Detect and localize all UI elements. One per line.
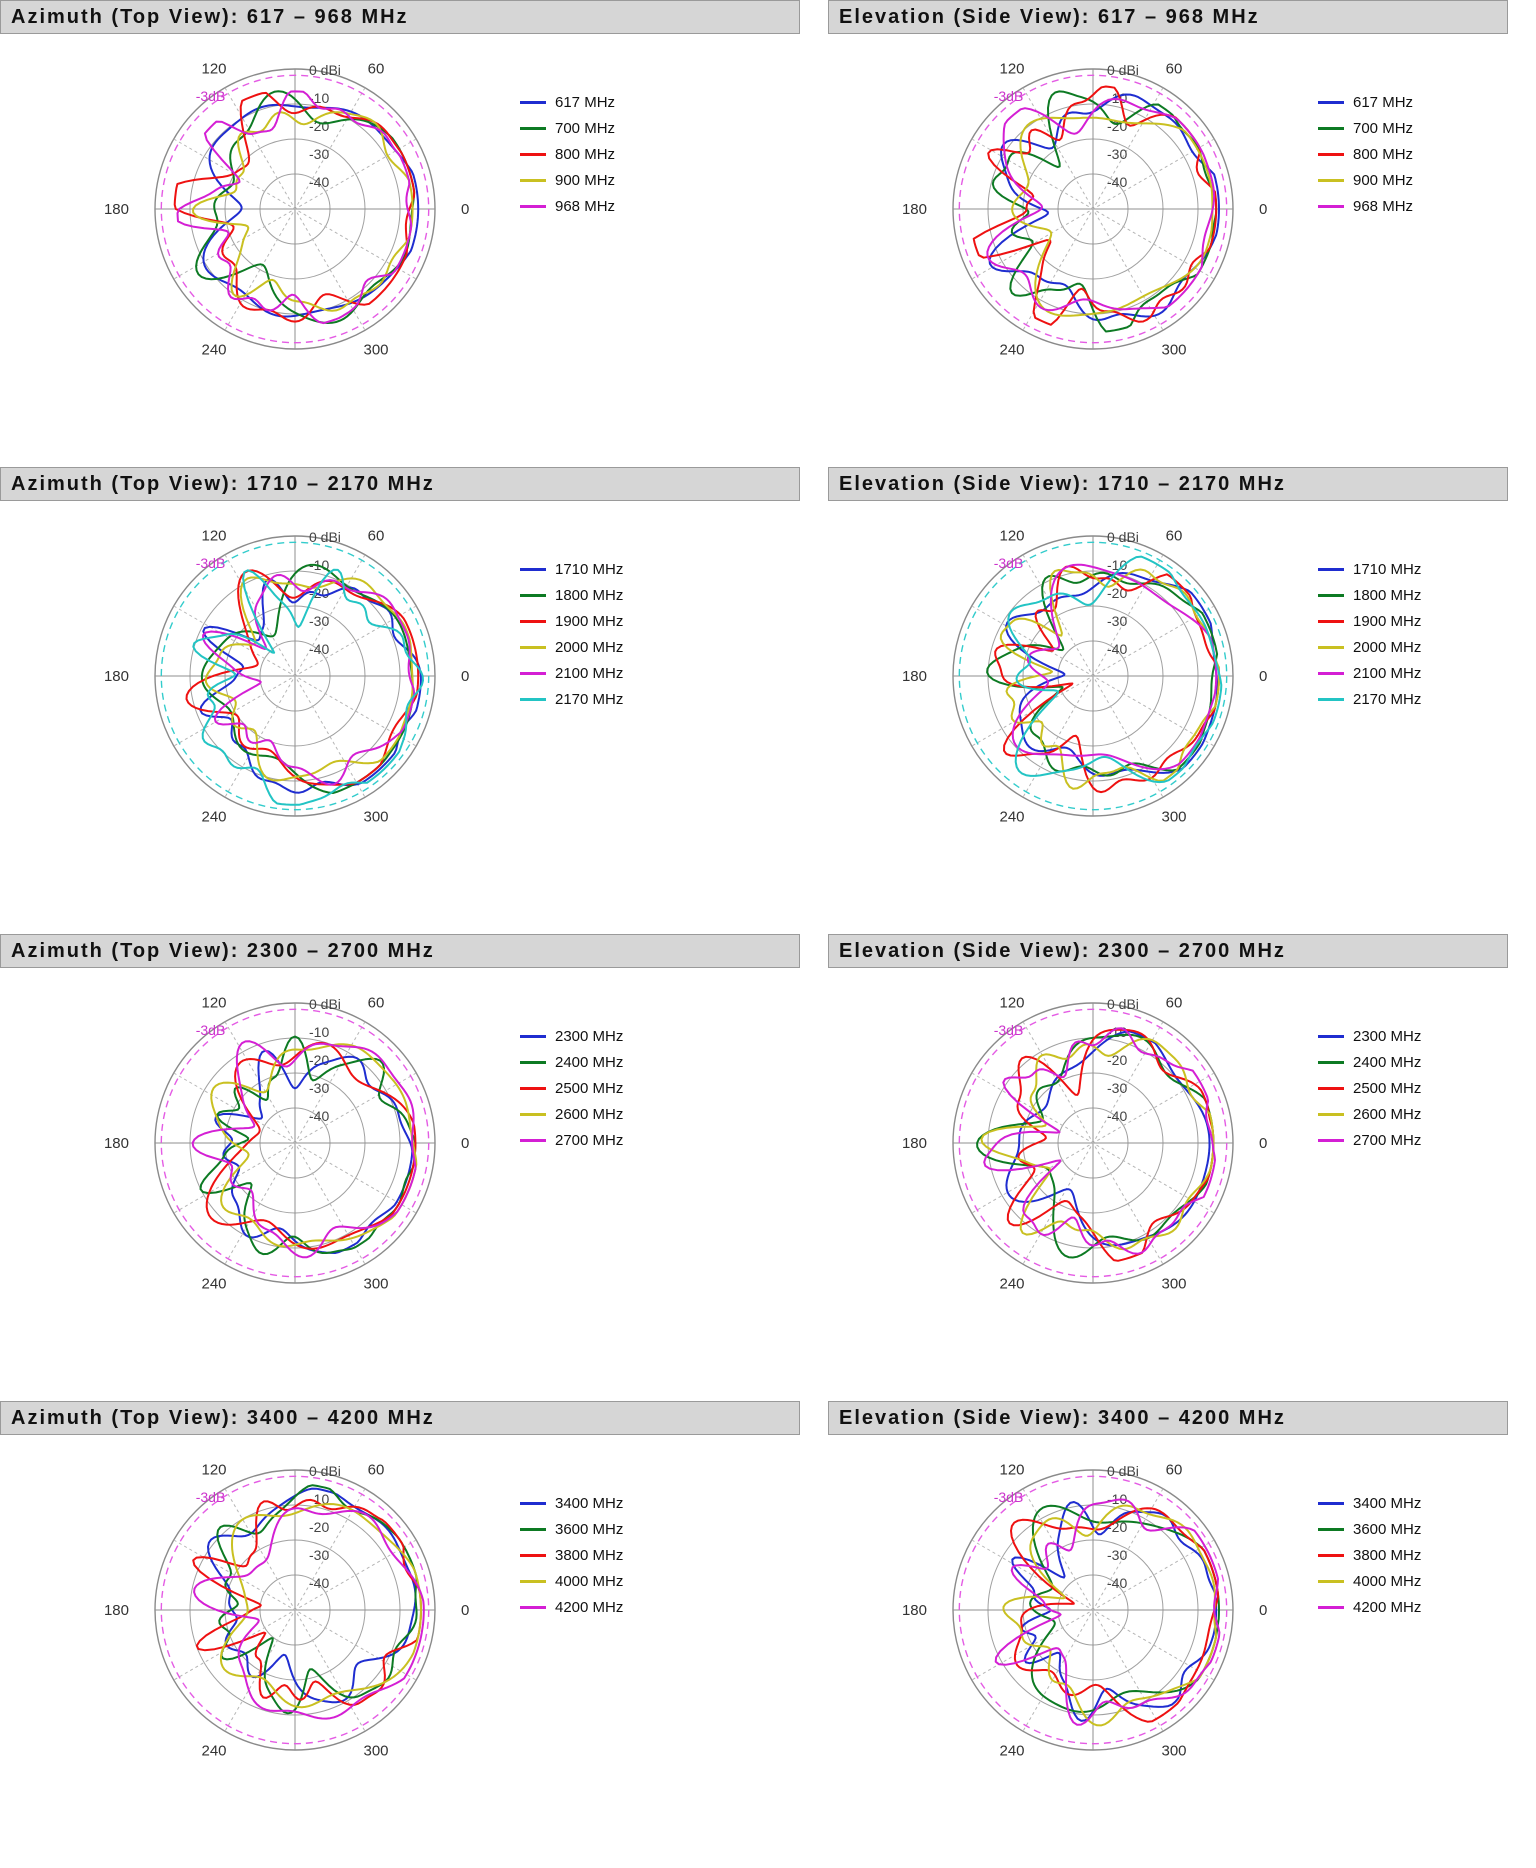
legend-color-swatch bbox=[520, 672, 546, 675]
svg-text:240: 240 bbox=[999, 1275, 1025, 1293]
legend-color-swatch bbox=[1318, 1061, 1344, 1064]
legend-item[interactable] bbox=[1318, 634, 1421, 660]
polar-plot bbox=[103, 511, 470, 841]
legend-label: 2300 MHz bbox=[1353, 1027, 1422, 1045]
svg-text:-10: -10 bbox=[1107, 1024, 1128, 1040]
legend-item[interactable] bbox=[520, 556, 623, 582]
svg-text:-20: -20 bbox=[309, 1519, 330, 1535]
legend-item[interactable] bbox=[520, 193, 615, 219]
svg-text:60: 60 bbox=[367, 60, 385, 78]
svg-text:-30: -30 bbox=[1107, 613, 1128, 629]
legend-label: 2700 MHz bbox=[555, 1131, 624, 1149]
legend-color-swatch bbox=[1318, 594, 1344, 597]
svg-text:0: 0 bbox=[1259, 668, 1268, 685]
legend-color-swatch bbox=[520, 698, 546, 701]
legend-item[interactable] bbox=[1318, 1516, 1421, 1542]
svg-text:-3dB: -3dB bbox=[993, 1021, 1024, 1038]
svg-text:-3dB: -3dB bbox=[195, 1488, 226, 1505]
legend-color-swatch bbox=[520, 1035, 546, 1038]
svg-text:240: 240 bbox=[201, 1742, 227, 1760]
svg-text:180: 180 bbox=[901, 1602, 927, 1619]
legend-item[interactable] bbox=[520, 167, 615, 193]
plot-area bbox=[0, 1435, 828, 1865]
legend-label: 617 MHz bbox=[555, 93, 616, 111]
legend-item[interactable] bbox=[520, 115, 615, 141]
legend-item[interactable] bbox=[1318, 1542, 1421, 1568]
svg-text:240: 240 bbox=[201, 1275, 227, 1293]
legend-label: 2400 MHz bbox=[1353, 1053, 1422, 1071]
legend-color-swatch bbox=[520, 127, 546, 130]
legend-label: 900 MHz bbox=[1353, 171, 1414, 189]
legend-color-swatch bbox=[1318, 672, 1344, 675]
legend-color-swatch bbox=[520, 1139, 546, 1142]
svg-text:180: 180 bbox=[103, 201, 129, 218]
legend-label: 2600 MHz bbox=[1353, 1105, 1422, 1123]
svg-text:-40: -40 bbox=[1107, 1108, 1128, 1124]
legend-label: 1800 MHz bbox=[1353, 586, 1422, 604]
legend-label: 3800 MHz bbox=[555, 1546, 624, 1564]
chart-legend bbox=[520, 89, 615, 219]
legend-color-swatch bbox=[1318, 1580, 1344, 1583]
svg-text:180: 180 bbox=[103, 668, 129, 685]
legend-color-swatch bbox=[520, 1606, 546, 1609]
legend-label: 3600 MHz bbox=[1353, 1520, 1422, 1538]
svg-text:-30: -30 bbox=[309, 146, 330, 162]
legend-item[interactable] bbox=[1318, 1127, 1421, 1153]
chart-legend bbox=[520, 1023, 623, 1153]
legend-color-swatch bbox=[520, 205, 546, 208]
legend-item[interactable] bbox=[1318, 686, 1421, 712]
chart-legend bbox=[520, 1490, 623, 1620]
legend-color-swatch bbox=[520, 1113, 546, 1116]
svg-text:0 dBi: 0 dBi bbox=[309, 62, 341, 78]
legend-label: 617 MHz bbox=[1353, 93, 1414, 111]
plot-area bbox=[0, 34, 828, 464]
legend-label: 2170 MHz bbox=[555, 690, 624, 708]
legend-label: 800 MHz bbox=[555, 145, 616, 163]
legend-label: 3400 MHz bbox=[555, 1494, 624, 1512]
svg-text:-30: -30 bbox=[309, 1080, 330, 1096]
legend-label: 2300 MHz bbox=[555, 1027, 624, 1045]
chart-legend bbox=[520, 556, 623, 712]
svg-text:120: 120 bbox=[201, 527, 227, 545]
legend-item[interactable] bbox=[520, 1542, 623, 1568]
chart-panel bbox=[828, 467, 1536, 934]
legend-color-swatch bbox=[520, 620, 546, 623]
svg-text:-40: -40 bbox=[309, 1575, 330, 1591]
svg-text:180: 180 bbox=[901, 1135, 927, 1152]
legend-label: 4200 MHz bbox=[1353, 1598, 1422, 1616]
svg-text:60: 60 bbox=[1165, 60, 1183, 78]
panel-title: Azimuth (Top View): 617 – 968 MHz bbox=[0, 0, 800, 34]
svg-text:300: 300 bbox=[363, 341, 389, 359]
svg-text:-20: -20 bbox=[1107, 1052, 1128, 1068]
legend-item[interactable] bbox=[1318, 1490, 1421, 1516]
svg-text:0 dBi: 0 dBi bbox=[309, 1463, 341, 1479]
legend-label: 968 MHz bbox=[1353, 197, 1414, 215]
svg-text:300: 300 bbox=[1161, 341, 1187, 359]
svg-text:300: 300 bbox=[363, 808, 389, 826]
svg-text:-3dB: -3dB bbox=[993, 87, 1024, 104]
legend-color-swatch bbox=[1318, 1087, 1344, 1090]
plot-area bbox=[828, 34, 1536, 464]
svg-text:60: 60 bbox=[367, 527, 385, 545]
legend-label: 4000 MHz bbox=[1353, 1572, 1422, 1590]
chart-panel bbox=[828, 1401, 1536, 1868]
legend-item[interactable] bbox=[1318, 608, 1421, 634]
svg-text:180: 180 bbox=[103, 1135, 129, 1152]
legend-item[interactable] bbox=[1318, 1594, 1421, 1620]
svg-text:-20: -20 bbox=[309, 1052, 330, 1068]
panel-title: Azimuth (Top View): 2300 – 2700 MHz bbox=[0, 934, 800, 968]
legend-item[interactable] bbox=[1318, 89, 1413, 115]
svg-text:120: 120 bbox=[999, 1461, 1025, 1479]
legend-color-swatch bbox=[1318, 1528, 1344, 1531]
chart-legend bbox=[1318, 1490, 1421, 1620]
polar-svg bbox=[103, 978, 470, 1308]
plot-area bbox=[828, 501, 1536, 931]
legend-color-swatch bbox=[520, 1061, 546, 1064]
legend-color-swatch bbox=[520, 1528, 546, 1531]
plot-area bbox=[828, 1435, 1536, 1865]
polar-svg bbox=[901, 44, 1268, 374]
polar-plot bbox=[901, 44, 1268, 374]
series-curve bbox=[211, 1044, 416, 1246]
legend-color-swatch bbox=[1318, 205, 1344, 208]
panel-title: Elevation (Side View): 1710 – 2170 MHz bbox=[828, 467, 1508, 501]
svg-text:-20: -20 bbox=[309, 118, 330, 134]
legend-item[interactable] bbox=[520, 89, 615, 115]
svg-text:0: 0 bbox=[461, 1135, 470, 1152]
legend-label: 2700 MHz bbox=[1353, 1131, 1422, 1149]
legend-label: 2600 MHz bbox=[555, 1105, 624, 1123]
svg-text:-30: -30 bbox=[309, 1547, 330, 1563]
legend-item[interactable] bbox=[520, 660, 623, 686]
legend-label: 968 MHz bbox=[555, 197, 616, 215]
svg-text:60: 60 bbox=[1165, 1461, 1183, 1479]
svg-text:300: 300 bbox=[363, 1742, 389, 1760]
legend-color-swatch bbox=[1318, 1502, 1344, 1505]
legend-item[interactable] bbox=[520, 1516, 623, 1542]
polar-svg bbox=[901, 1445, 1268, 1775]
svg-text:-40: -40 bbox=[309, 1108, 330, 1124]
legend-item[interactable] bbox=[520, 1023, 623, 1049]
svg-text:-40: -40 bbox=[1107, 174, 1128, 190]
svg-text:120: 120 bbox=[201, 60, 227, 78]
chart-legend bbox=[1318, 89, 1413, 219]
legend-label: 3800 MHz bbox=[1353, 1546, 1422, 1564]
legend-label: 700 MHz bbox=[1353, 119, 1414, 137]
legend-item[interactable] bbox=[520, 1490, 623, 1516]
chart-panel bbox=[0, 0, 828, 467]
legend-label: 3600 MHz bbox=[555, 1520, 624, 1538]
legend-label: 4000 MHz bbox=[555, 1572, 624, 1590]
legend-item[interactable] bbox=[1318, 660, 1421, 686]
svg-text:120: 120 bbox=[999, 527, 1025, 545]
panel-title: Elevation (Side View): 617 – 968 MHz bbox=[828, 0, 1508, 34]
svg-text:60: 60 bbox=[367, 994, 385, 1012]
svg-text:300: 300 bbox=[363, 1275, 389, 1293]
svg-text:-3dB: -3dB bbox=[195, 554, 226, 571]
legend-label: 800 MHz bbox=[1353, 145, 1414, 163]
svg-text:240: 240 bbox=[201, 808, 227, 826]
legend-item[interactable] bbox=[1318, 1101, 1421, 1127]
legend-item[interactable] bbox=[1318, 115, 1413, 141]
legend-item[interactable] bbox=[1318, 141, 1413, 167]
polar-plot bbox=[901, 978, 1268, 1308]
legend-color-swatch bbox=[1318, 1139, 1344, 1142]
legend-item[interactable] bbox=[520, 1049, 623, 1075]
svg-text:-30: -30 bbox=[1107, 1080, 1128, 1096]
svg-text:60: 60 bbox=[1165, 994, 1183, 1012]
svg-text:120: 120 bbox=[201, 994, 227, 1012]
legend-label: 900 MHz bbox=[555, 171, 616, 189]
legend-label: 2000 MHz bbox=[555, 638, 624, 656]
legend-color-swatch bbox=[1318, 1606, 1344, 1609]
polar-svg bbox=[103, 1445, 470, 1775]
svg-text:120: 120 bbox=[999, 994, 1025, 1012]
svg-text:120: 120 bbox=[201, 1461, 227, 1479]
svg-text:-10: -10 bbox=[309, 90, 330, 106]
svg-text:0 dBi: 0 dBi bbox=[1107, 529, 1139, 545]
legend-item[interactable] bbox=[520, 1075, 623, 1101]
legend-color-swatch bbox=[520, 1502, 546, 1505]
legend-label: 1900 MHz bbox=[555, 612, 624, 630]
legend-color-swatch bbox=[520, 101, 546, 104]
panel-title: Elevation (Side View): 3400 – 4200 MHz bbox=[828, 1401, 1508, 1435]
legend-label: 1800 MHz bbox=[555, 586, 624, 604]
svg-text:-3dB: -3dB bbox=[195, 87, 226, 104]
svg-text:-30: -30 bbox=[309, 613, 330, 629]
legend-color-swatch bbox=[520, 1580, 546, 1583]
legend-label: 2100 MHz bbox=[1353, 664, 1422, 682]
svg-text:-3dB: -3dB bbox=[195, 1021, 226, 1038]
svg-text:-10: -10 bbox=[309, 557, 330, 573]
svg-text:-20: -20 bbox=[1107, 1519, 1128, 1535]
svg-text:-10: -10 bbox=[1107, 90, 1128, 106]
chart-legend bbox=[1318, 1023, 1421, 1153]
polar-svg bbox=[901, 511, 1268, 841]
chart-panel bbox=[0, 1401, 828, 1868]
legend-label: 1710 MHz bbox=[555, 560, 624, 578]
chart-panel bbox=[0, 934, 828, 1401]
svg-text:240: 240 bbox=[999, 341, 1025, 359]
polar-plot bbox=[901, 511, 1268, 841]
chart-panel bbox=[0, 467, 828, 934]
svg-text:-3dB: -3dB bbox=[993, 1488, 1024, 1505]
svg-text:0: 0 bbox=[1259, 201, 1268, 218]
legend-color-swatch bbox=[520, 1554, 546, 1557]
svg-text:0 dBi: 0 dBi bbox=[309, 996, 341, 1012]
legend-label: 700 MHz bbox=[555, 119, 616, 137]
svg-text:-10: -10 bbox=[1107, 557, 1128, 573]
legend-color-swatch bbox=[1318, 1035, 1344, 1038]
svg-text:-30: -30 bbox=[1107, 146, 1128, 162]
polar-plot bbox=[901, 1445, 1268, 1775]
svg-text:-20: -20 bbox=[1107, 585, 1128, 601]
polar-plot bbox=[103, 1445, 470, 1775]
svg-text:-10: -10 bbox=[1107, 1491, 1128, 1507]
legend-item[interactable] bbox=[520, 1101, 623, 1127]
svg-text:120: 120 bbox=[999, 60, 1025, 78]
svg-text:-20: -20 bbox=[309, 585, 330, 601]
chart-legend bbox=[1318, 556, 1421, 712]
legend-color-swatch bbox=[1318, 568, 1344, 571]
legend-label: 1710 MHz bbox=[1353, 560, 1422, 578]
svg-text:240: 240 bbox=[999, 808, 1025, 826]
plot-area bbox=[0, 968, 828, 1398]
legend-item[interactable] bbox=[520, 1568, 623, 1594]
legend-color-swatch bbox=[520, 179, 546, 182]
legend-color-swatch bbox=[1318, 127, 1344, 130]
legend-item[interactable] bbox=[1318, 193, 1413, 219]
legend-color-swatch bbox=[1318, 1554, 1344, 1557]
svg-text:240: 240 bbox=[201, 341, 227, 359]
series-curve bbox=[981, 1039, 1213, 1249]
svg-text:-20: -20 bbox=[1107, 118, 1128, 134]
svg-text:0 dBi: 0 dBi bbox=[1107, 62, 1139, 78]
legend-color-swatch bbox=[1318, 1113, 1344, 1116]
legend-color-swatch bbox=[1318, 620, 1344, 623]
polar-plot bbox=[103, 978, 470, 1308]
legend-color-swatch bbox=[520, 646, 546, 649]
svg-text:-40: -40 bbox=[1107, 1575, 1128, 1591]
legend-color-swatch bbox=[1318, 153, 1344, 156]
plot-area bbox=[0, 501, 828, 931]
svg-text:-10: -10 bbox=[309, 1024, 330, 1040]
legend-item[interactable] bbox=[1318, 1049, 1421, 1075]
svg-text:300: 300 bbox=[1161, 1742, 1187, 1760]
legend-item[interactable] bbox=[520, 608, 623, 634]
plot-area bbox=[828, 968, 1536, 1398]
legend-color-swatch bbox=[1318, 101, 1344, 104]
legend-color-swatch bbox=[520, 594, 546, 597]
legend-color-swatch bbox=[520, 568, 546, 571]
svg-text:0: 0 bbox=[461, 668, 470, 685]
legend-label: 2500 MHz bbox=[1353, 1079, 1422, 1097]
legend-item[interactable] bbox=[1318, 1568, 1421, 1594]
svg-text:0: 0 bbox=[461, 201, 470, 218]
polar-svg bbox=[901, 978, 1268, 1308]
svg-text:300: 300 bbox=[1161, 1275, 1187, 1293]
panel-title: Elevation (Side View): 2300 – 2700 MHz bbox=[828, 934, 1508, 968]
svg-text:300: 300 bbox=[1161, 808, 1187, 826]
legend-item[interactable] bbox=[520, 634, 623, 660]
legend-item[interactable] bbox=[1318, 1075, 1421, 1101]
legend-label: 2400 MHz bbox=[555, 1053, 624, 1071]
svg-text:180: 180 bbox=[103, 1602, 129, 1619]
panel-title: Azimuth (Top View): 3400 – 4200 MHz bbox=[0, 1401, 800, 1435]
legend-item[interactable] bbox=[1318, 167, 1413, 193]
polar-svg bbox=[103, 511, 470, 841]
legend-item[interactable] bbox=[520, 141, 615, 167]
legend-label: 2170 MHz bbox=[1353, 690, 1422, 708]
chart-panel bbox=[828, 0, 1536, 467]
legend-color-swatch bbox=[1318, 179, 1344, 182]
legend-color-swatch bbox=[1318, 646, 1344, 649]
svg-text:-10: -10 bbox=[309, 1491, 330, 1507]
legend-label: 2100 MHz bbox=[555, 664, 624, 682]
chart-panel bbox=[828, 934, 1536, 1401]
svg-text:240: 240 bbox=[999, 1742, 1025, 1760]
svg-text:180: 180 bbox=[901, 668, 927, 685]
svg-text:60: 60 bbox=[367, 1461, 385, 1479]
panel-title: Azimuth (Top View): 1710 – 2170 MHz bbox=[0, 467, 800, 501]
svg-text:-40: -40 bbox=[1107, 641, 1128, 657]
legend-item[interactable] bbox=[520, 582, 623, 608]
svg-text:60: 60 bbox=[1165, 527, 1183, 545]
legend-label: 4200 MHz bbox=[555, 1598, 624, 1616]
legend-item[interactable] bbox=[1318, 1023, 1421, 1049]
polar-svg bbox=[103, 44, 470, 374]
svg-text:180: 180 bbox=[901, 201, 927, 218]
svg-text:0 dBi: 0 dBi bbox=[1107, 1463, 1139, 1479]
svg-text:-3dB: -3dB bbox=[993, 554, 1024, 571]
legend-label: 1900 MHz bbox=[1353, 612, 1422, 630]
legend-color-swatch bbox=[1318, 698, 1344, 701]
polar-plot bbox=[103, 44, 470, 374]
svg-text:0 dBi: 0 dBi bbox=[309, 529, 341, 545]
legend-item[interactable] bbox=[1318, 582, 1421, 608]
svg-text:-40: -40 bbox=[309, 174, 330, 190]
legend-label: 2500 MHz bbox=[555, 1079, 624, 1097]
legend-color-swatch bbox=[520, 153, 546, 156]
legend-label: 3400 MHz bbox=[1353, 1494, 1422, 1512]
legend-label: 2000 MHz bbox=[1353, 638, 1422, 656]
legend-item[interactable] bbox=[520, 686, 623, 712]
legend-item[interactable] bbox=[1318, 556, 1421, 582]
legend-color-swatch bbox=[520, 1087, 546, 1090]
svg-text:-40: -40 bbox=[309, 641, 330, 657]
svg-text:0: 0 bbox=[461, 1602, 470, 1619]
legend-item[interactable] bbox=[520, 1127, 623, 1153]
svg-text:0: 0 bbox=[1259, 1135, 1268, 1152]
svg-text:0: 0 bbox=[1259, 1602, 1268, 1619]
legend-item[interactable] bbox=[520, 1594, 623, 1620]
svg-text:-30: -30 bbox=[1107, 1547, 1128, 1563]
svg-text:0 dBi: 0 dBi bbox=[1107, 996, 1139, 1012]
